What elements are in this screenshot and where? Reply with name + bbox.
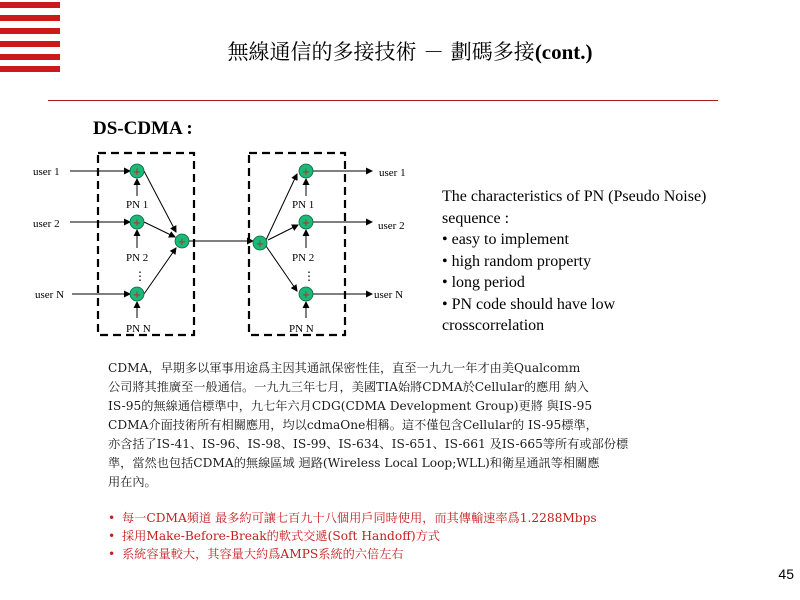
cdma-features-list bbox=[108, 509, 597, 563]
left-pn-n-label: PN N bbox=[126, 323, 151, 335]
paragraph-line: 用在內。 bbox=[108, 475, 157, 489]
svg-text:+: + bbox=[132, 290, 142, 301]
characteristics-heading-2: sequence : bbox=[442, 209, 510, 227]
left-user-1-label: user 1 bbox=[33, 166, 60, 178]
svg-text:+: + bbox=[301, 290, 311, 301]
adder-right-1 bbox=[299, 164, 313, 178]
title-divider bbox=[48, 100, 718, 101]
svg-text:+: + bbox=[132, 218, 142, 229]
feature-item: • 每一CDMA頻道 最多約可讓七百九十八個用戶同時使用，而其傳輸速率爲1.2288Mbps bbox=[108, 511, 597, 525]
right-user-n-label: user N bbox=[374, 289, 404, 301]
bullet-marker: • bbox=[108, 511, 116, 525]
adder-splitter bbox=[253, 236, 267, 250]
characteristics-item: crosscorrelation bbox=[442, 317, 545, 334]
svg-text:+: + bbox=[132, 167, 142, 178]
characteristics-item: • high random property bbox=[442, 252, 592, 270]
right-user-2-label: user 2 bbox=[378, 220, 405, 232]
characteristics-heading-1: The characteristics of PN (Pseudo Noise) bbox=[442, 188, 707, 205]
decorative-stripes bbox=[0, 0, 62, 72]
svg-text:+: + bbox=[177, 237, 187, 248]
paragraph-line: CDMA，早期多以軍事用途爲主因其通訊保密性佳，直至一九九一年才由美Qualcomm bbox=[108, 361, 581, 375]
characteristics-item: • PN code should have low bbox=[442, 295, 616, 313]
characteristics-item: • long period bbox=[442, 274, 525, 291]
svg-text:+: + bbox=[301, 167, 311, 178]
right-ellipsis: ⋮ bbox=[303, 269, 315, 283]
adder-left-n bbox=[130, 287, 144, 301]
pn-characteristics bbox=[442, 186, 772, 337]
slide-title-suffix: (cont.) bbox=[534, 40, 593, 64]
adder-left-2 bbox=[130, 215, 144, 229]
page-number: 45 bbox=[778, 566, 794, 582]
cdma-history-paragraph bbox=[108, 359, 708, 492]
left-pn-1-label: PN 1 bbox=[126, 199, 149, 211]
svg-text:+: + bbox=[255, 239, 265, 250]
left-ellipsis: ⋮ bbox=[134, 269, 146, 283]
bullet-marker: • bbox=[108, 547, 116, 561]
paragraph-line: CDMA介面技術所有相關應用，均以cdmaOne相稱。這不僅包含Cellular的 IS-95標準， bbox=[108, 418, 598, 432]
left-pn-2-label: PN 2 bbox=[126, 252, 149, 264]
paragraph-line: IS-95的無線通信標準中，九七年六月CDG(CDMA Development Group)更將 與IS-95 bbox=[108, 399, 593, 413]
adder-right-n bbox=[299, 287, 313, 301]
left-user-2-label: user 2 bbox=[33, 218, 60, 230]
right-user-1-label: user 1 bbox=[379, 167, 406, 179]
left-user-n-label: user N bbox=[35, 289, 65, 301]
section-label: DS-CDMA : bbox=[93, 118, 193, 139]
characteristics-item: • easy to implement bbox=[442, 231, 569, 248]
adder-left-1 bbox=[130, 164, 144, 178]
paragraph-line: 準，當然也包括CDMA的無線區域 迴路(Wireless Local Loop;WLL)和衛星通訊等相關應 bbox=[108, 456, 600, 470]
slide-title-main: 無線通信的多接技術 － 劃碼多接 bbox=[227, 40, 535, 64]
adder-combiner bbox=[175, 234, 189, 248]
bullet-marker: • bbox=[108, 529, 116, 543]
feature-item: • 採用Make-Before-Break的軟式交遞(Soft Handoff)方式 bbox=[108, 529, 440, 543]
svg-text:+: + bbox=[301, 218, 311, 229]
right-pn-1-label: PN 1 bbox=[292, 199, 315, 211]
slide-title bbox=[150, 36, 670, 66]
adder-right-2 bbox=[299, 215, 313, 229]
paragraph-line: 亦含括了IS-41、IS-96、IS-98、IS-99、IS-634、IS-651、IS-661 及IS-665等所有或部份標 bbox=[108, 437, 629, 451]
right-pn-2-label: PN 2 bbox=[292, 252, 315, 264]
paragraph-line: 公司將其推廣至一般通信。一九九三年七月，美國TIA始將CDMA於Cellular的應用 納入 bbox=[108, 380, 589, 394]
ds-cdma-diagram bbox=[0, 140, 420, 340]
right-pn-n-label: PN N bbox=[289, 323, 314, 335]
feature-item: • 系統容量較大，其容量大約爲AMPS系統的六倍左右 bbox=[108, 547, 404, 561]
